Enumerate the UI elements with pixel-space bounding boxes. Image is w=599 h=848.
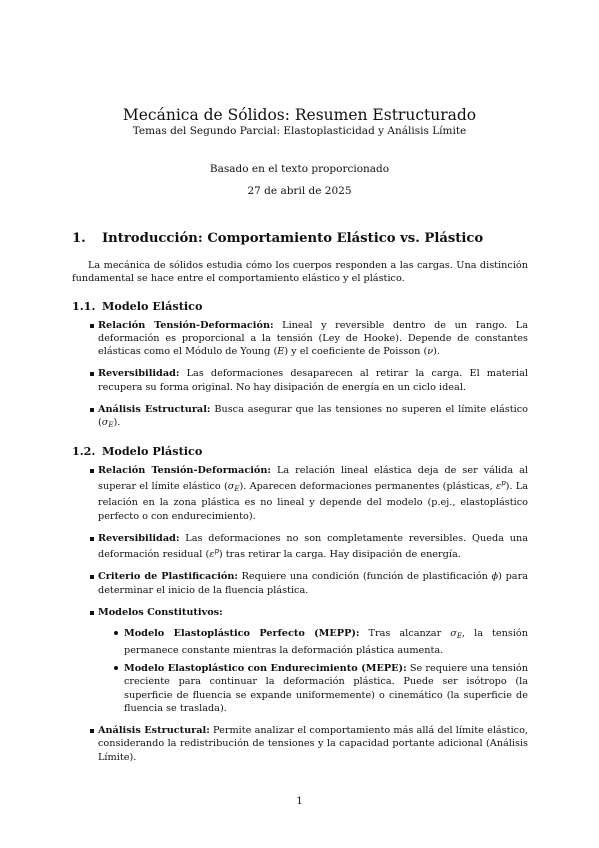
item-label: Reversibilidad: bbox=[98, 532, 180, 544]
title-block bbox=[0, 106, 599, 138]
page-number: 1 bbox=[296, 796, 303, 807]
list-item: Relación Tensión-Deformación: La relación lineal elástica deja de ser válida al superar el límite elástico $(\sigma_E)$. Aparecen deformaciones permanentes (plásticas, $\varepsilon^p$). La relación en la zona plástica es no lineal y depende del modelo (p.ej., elastoplástico perfecto o con endurecimiento). bbox=[72, 464, 528, 523]
item-label: Reversibilidad: bbox=[98, 368, 180, 380]
list-item: Relación Tensión-Deformación: Lineal y reversible dentro de un rango. La deformación es proporcional a la tensión (Ley de Hooke). Depende de constantes elásticas como el Módulo de Young (E) y el coeficiente de Poisson (ν). bbox=[72, 319, 528, 359]
list-item bbox=[72, 606, 528, 715]
document-author: Basado en el texto proporcionado bbox=[209, 163, 390, 175]
item-label: Modelo Elastoplástico con Endurecimiento (MEPE): bbox=[124, 662, 407, 674]
document-date: 27 de abril de 2025 bbox=[247, 185, 352, 197]
bullet-square-icon bbox=[90, 611, 94, 615]
list-item: Análisis Estructural: Busca asegurar que las tensiones no superen el límite elástico $(\sigma_E)$. bbox=[72, 403, 528, 433]
intro-paragraph: La mecánica de sólidos estudia cómo los cuerpos responden a las cargas. Una distinción fundamental se hace entre el comportamiento elástico y el plástico. bbox=[72, 260, 528, 285]
bullet-square-icon bbox=[90, 372, 94, 376]
subsection-heading bbox=[72, 444, 528, 458]
item-label: Análisis Estructural: bbox=[98, 725, 210, 737]
item-list bbox=[72, 464, 528, 764]
list-item: Análisis Estructural: Permite analizar el comportamiento más allá del límite elástico, considerando la redistribución de tensiones y la capacidad portante adicional (Análisis Límite). bbox=[72, 724, 528, 764]
item-label: Análisis Estructural: bbox=[98, 404, 211, 416]
math-superscript: p bbox=[214, 547, 219, 556]
math-symbol: E bbox=[277, 346, 285, 358]
math-subscript: E bbox=[108, 421, 114, 430]
bullet-square-icon bbox=[90, 469, 94, 473]
math-symbol: σ bbox=[227, 480, 235, 492]
math-symbol: ν bbox=[427, 346, 434, 358]
item-label: Criterio de Plastificación: bbox=[98, 571, 238, 583]
section-number: 1. bbox=[72, 231, 86, 246]
bullet-dot-icon bbox=[114, 666, 118, 670]
item-label: Relación Tensión-Deformación: bbox=[98, 464, 271, 476]
item-list bbox=[72, 319, 528, 433]
bullet-square-icon bbox=[90, 729, 94, 733]
bullet-square-icon bbox=[90, 324, 94, 328]
math-subscript: E bbox=[234, 484, 240, 493]
math-symbol: ε bbox=[495, 480, 502, 492]
subsection-title: Modelo Elástico bbox=[102, 298, 203, 313]
item-label: Modelo Elastoplástico Perfecto (MEPP): bbox=[124, 628, 360, 640]
nested-list-item: Modelo Elastoplástico Perfecto (MEPP): Tras alcanzar $\sigma_E$, la tensión permanece constante mientras la deformación plástica aumenta. bbox=[98, 627, 528, 657]
math-symbol: ε bbox=[209, 549, 215, 561]
list-item: Reversibilidad: Las deformaciones desaparecen al retirar la carga. El material recupera su forma original. No hay disipación de energía en un ciclo ideal. bbox=[72, 367, 528, 394]
bullet-square-icon bbox=[90, 408, 94, 412]
nested-list bbox=[98, 627, 528, 715]
document-title: Mecánica de Sólidos: Resumen Estructurado bbox=[122, 106, 477, 124]
item-label: Relación Tensión-Deformación: bbox=[98, 319, 274, 331]
list-item: Reversibilidad: Las deformaciones no son completamente reversibles. Queda una deformación residual $(\varepsilon^p)$ tras retirar la carga. Hay disipación de energía. bbox=[72, 532, 528, 562]
math-superscript: p bbox=[501, 478, 506, 487]
subsection-number: 1.1. bbox=[72, 298, 96, 313]
item-label: Modelos Constitutivos: bbox=[98, 607, 223, 619]
bullet-dot-icon bbox=[114, 631, 118, 635]
subsection-number: 1.2. bbox=[72, 443, 96, 458]
document-subtitle: Temas del Segundo Parcial: Elastoplasticidad y Análisis Límite bbox=[132, 125, 467, 137]
math-symbol: σ bbox=[101, 417, 109, 429]
math-symbol: σ bbox=[450, 628, 457, 640]
list-item: Criterio de Plastificación: Requiere una condición (función de plastificación ϕ) para determinar el inicio de la fluencia plástica. bbox=[72, 570, 528, 597]
document-body bbox=[72, 230, 528, 773]
bullet-square-icon bbox=[90, 537, 94, 541]
math-symbol: ϕ bbox=[491, 571, 499, 583]
bullet-square-icon bbox=[90, 575, 94, 579]
nested-list-item: Modelo Elastoplástico con Endurecimiento (MEPE): Se requiere una tensión creciente para continuar la deformación plástica. Puede ser isótropo (la superficie de fluencia se expande uniformemente) o cinemático (la superficie de fluencia se traslada). bbox=[98, 662, 528, 715]
subsection-heading bbox=[72, 299, 528, 313]
section-title: Introducción: Comportamiento Elástico vs. Plástico bbox=[102, 231, 484, 246]
subsection-title: Modelo Plástico bbox=[102, 443, 203, 458]
math-subscript: E bbox=[456, 632, 462, 641]
section-heading bbox=[72, 230, 528, 247]
